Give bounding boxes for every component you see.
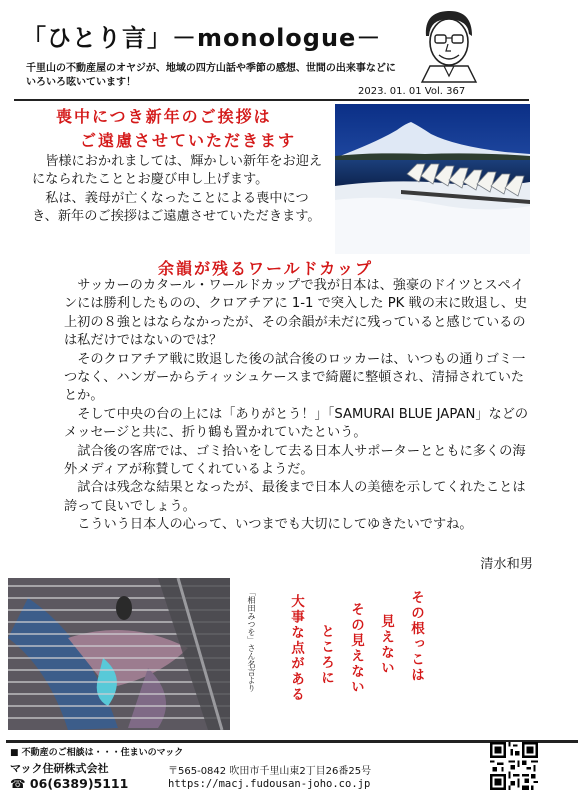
section1-title-line1: 喪中につき新年のご挨拶は [56, 107, 272, 126]
section2-paragraph: サッカーのカタール・ワールドカップで我が日本は、強豪のドイツとスペインには勝利したものの、クロアチアに 1-1 で突入した PK 戦の末に敗退し、史上初の８強とはならなかったが、その余韻が未だに残っていると感じているのは私だけではないのでは？ [64, 278, 528, 349]
section2-title: 余韻が残るワールドカップ [158, 259, 374, 278]
photo-credit: 「相田みつを」さん名言より [247, 588, 256, 692]
section2-paragraph: こういう日本人の心って、いつまでも大切にしてゆきたいですね。 [77, 517, 473, 533]
section2-paragraph: 試合後の客席では、ゴミ拾いをして去る日本人サポーターとともに多くの海外メディアが称賛してくれているようだ。 [64, 443, 526, 478]
poem-line: ところに [318, 624, 334, 686]
issue-date-volume: 2023. 01. 01 Vol. 367 [358, 86, 466, 97]
header-divider [14, 99, 529, 101]
poem-line: その根っこは [408, 590, 424, 683]
poem-line: 見えない [378, 614, 394, 676]
caricature-icon [412, 6, 486, 84]
poem-line: 大事な点がある [288, 594, 304, 703]
section1-title-line2: ご遠慮させていただきます [80, 131, 297, 150]
phone-number[interactable]: ☎ 06(6389)5111 [10, 776, 129, 791]
section2-body [64, 277, 536, 535]
section1-paragraph: 皆様におかれましては、輝かしい新年をお迎えになられたこととお慶び申し上げます。 [32, 154, 323, 188]
stairs-artwork-photo [8, 578, 230, 730]
poem-line: その見えない [348, 602, 364, 695]
company-address: 〒565-0842 吹田市千里山東2丁目26番25号 [168, 766, 372, 777]
section1-paragraph: 私は、義母が亡くなったことによる喪中につき、新年のご挨拶はご遠慮させていただきます。 [32, 190, 321, 225]
qr-code-icon[interactable] [490, 742, 538, 790]
newsletter-subtitle: 千里山の不動産屋のオヤジが、地域の四方山話や季節の感想、世間の出来事などにいろいろ呟いています！ [26, 63, 396, 88]
section2-paragraph: 試合は残念な結果となったが、最後まで日本人の美徳を示してくれたことは誇って良いでしょう。 [64, 480, 526, 514]
poem [286, 590, 426, 740]
company-name: マック住研株式会社 [10, 762, 109, 775]
section1-body [32, 153, 334, 227]
newsletter-title: 「ひとり言」－monologue－ [22, 24, 382, 52]
section2-paragraph: そして中央の台の上には「ありがとう！」「SAMURAI BLUE JAPAN」などのメッセージと共に、折り鶴も置かれていたという。 [64, 406, 529, 441]
section2-paragraph: そのクロアチア戦に敗退した後の試合後のロッカーは、いつもの通りゴミ一つなく、ハンガーからティッシュケースまで綺麗に整頓され、清掃されていたとか。 [64, 351, 526, 404]
author-name: 清水和男 [480, 557, 533, 572]
website-link[interactable]: https://macj.fudousan-joho.co.jp [168, 778, 371, 790]
footer-tagline: ■ 不動産のご相談は・・・住まいのマック [10, 748, 184, 758]
mountain-lake-photo [335, 104, 530, 254]
